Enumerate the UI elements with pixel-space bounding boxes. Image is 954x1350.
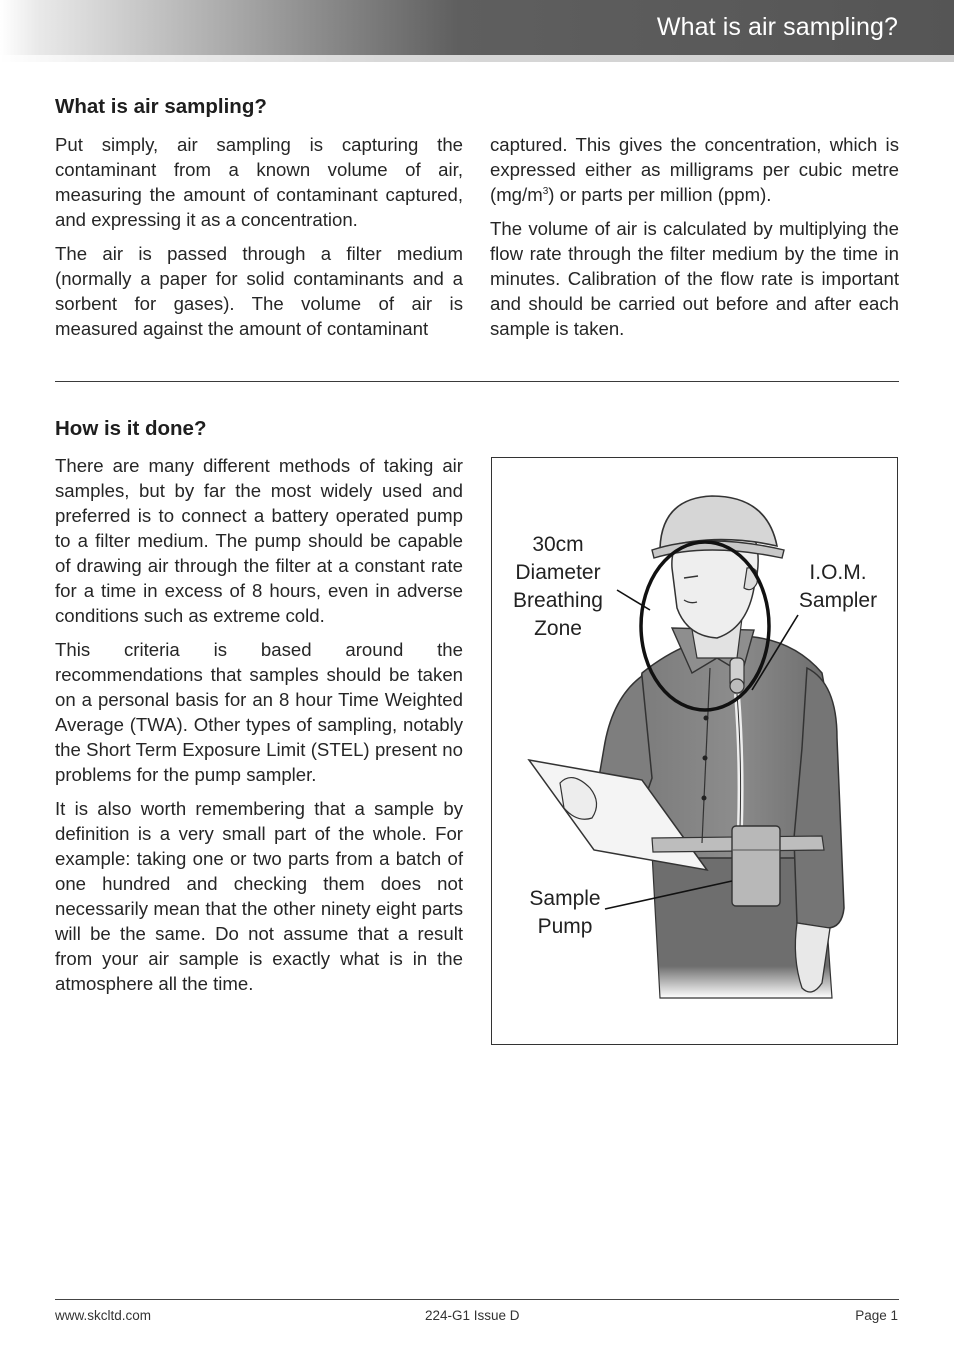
paragraph: It is also worth remembering that a sample by definition is a very small part of the whole. For example: taking one or two parts from a batch of one hundred and checking them does not necessarily mean that the other ninety eight parts will be the same. Do not assume that a result from your air sample is exactly what is in the atmosphere all the time.	[55, 798, 463, 994]
label-breathing-zone: 30cm Diameter Breathing Zone	[513, 533, 603, 640]
footer-doc-id: 224-G1 Issue D	[425, 1308, 520, 1323]
page-title: What is air sampling?	[656, 13, 898, 41]
header-stripe	[0, 55, 954, 62]
air-sampling-illustration	[491, 457, 898, 1045]
paragraph: The volume of air is calculated by multiplying the flow rate through the filter medium by the time in minutes. Calibration of the flow rate is important and should be carried out before and after each sample is taken.	[490, 218, 899, 339]
section2-left-column	[55, 453, 463, 996]
footer-divider	[55, 1299, 899, 1300]
paragraph: The air is passed through a filter medium (normally a paper for solid contaminants and a sorbent for gases). The volume of air is measured against the amount of contaminant	[55, 243, 463, 339]
section1-right-column	[490, 132, 899, 341]
section-divider	[55, 381, 899, 382]
paragraph: Put simply, air sampling is capturing the contaminant from a known volume of air, measuring the amount of contaminant captured, and expressing it as a concentration.	[55, 134, 463, 230]
paragraph: This criteria is based around the recommendations that samples should be taken on a personal basis for an 8 hour Time Weighted Average (TWA). Other types of sampling, notably the Short Term Exposure Limit (STEL) present no problems for the pump sampler.	[55, 639, 463, 785]
label-iom-sampler: I.O.M. Sampler	[798, 561, 878, 612]
section-heading-how: How is it done?	[55, 417, 207, 440]
label-sample-pump: Sample Pump	[529, 887, 601, 938]
footer-page-number: Page 1	[855, 1308, 898, 1323]
section1-left-column	[55, 132, 463, 341]
footer-website: www.skcltd.com	[55, 1308, 152, 1323]
paragraph: There are many different methods of taking air samples, but by far the most widely used and preferred is to connect a battery operated pump to a filter medium. The pump should be capable of drawing air through the filter at a constant rate for a time in excess of 8 hours, even in adverse conditions such as extreme cold.	[55, 455, 463, 626]
section-heading-what: What is air sampling?	[55, 95, 267, 118]
paragraph: captured. This gives the concentration, which is expressed either as milligrams per cubic metre $(mg/m^3)$ or parts per million (ppm).	[490, 134, 899, 205]
